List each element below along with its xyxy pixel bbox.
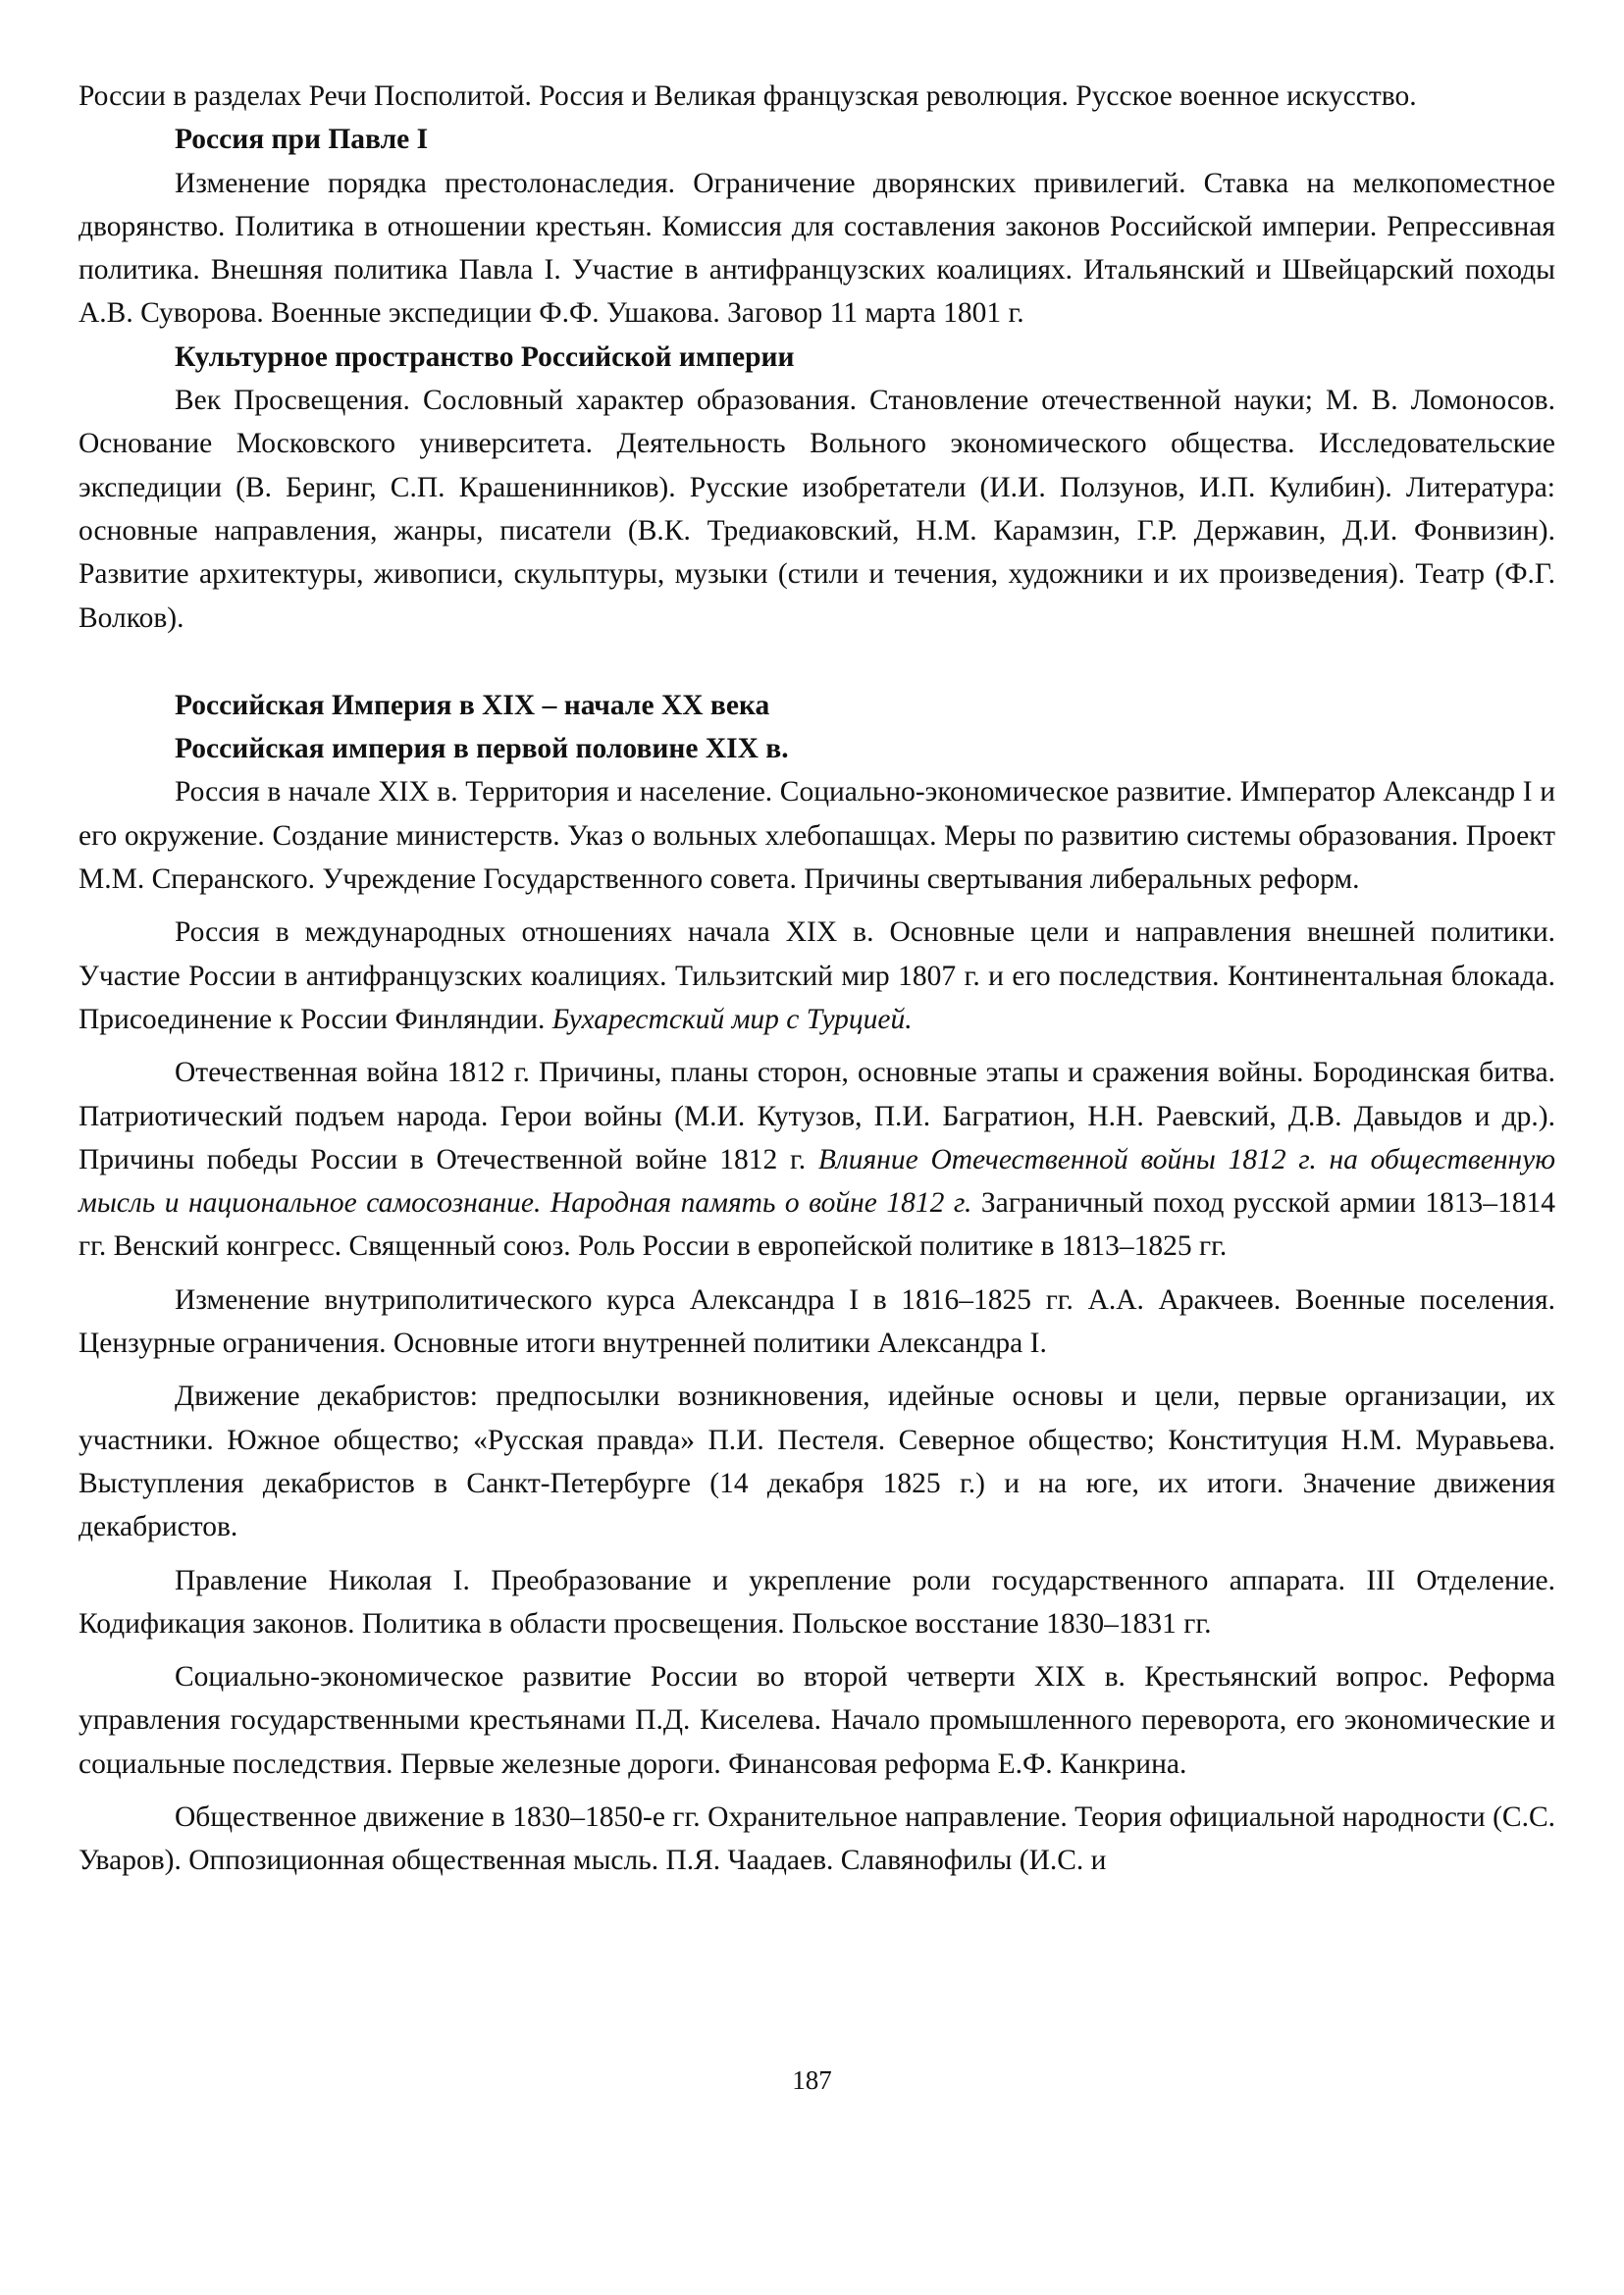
paragraph-socioeconomic: Социально-экономическое развитие России во второй четверти XIX в. Крестьянский вопрос. Реформа управления государственными крестьянами П.Д. Киселева. Начало промышленного переворота, его экономические и социальные последствия. Первые железные дороги. Финансовая реформа Е.Ф. Канкрина. [79,1661,1555,1780]
section-heading-empire: Российская Империя в XIX – начале XX века [175,689,770,721]
section-heading-pavel: Россия при Павле I [175,124,429,156]
paragraph-war-italic: Влияние Отечественной войны 1812 г. на общественную мысль и национальное самосознание. Народная память о войне 1812 г. [79,1143,1555,1220]
paragraph-international-italic: Бухарестский мир с Турцией. [551,1003,913,1035]
paragraph-international [79,911,1555,1041]
paragraph-war-text-b: Заграничный поход русской армии 1813–1814 гг. Венский конгресс. Священный союз. Роль России в европейской политике в 1813–1825 гг. [79,1187,1555,1263]
paragraph-pavel: Изменение порядка престолонаследия. Ограничение дворянских привилегий. Ставка на мелкопоместное дворянство. Политика в отношении крестьян. Комиссия для составления законов Российской империи. Репрессивная политика. Внешняя политика Павла I. Участие в антифранцузских коалициях. Итальянский и Швейцарский походы А.В. Суворова. Военные экспедиции Ф.Ф. Ушакова. Заговор 11 марта 1801 г. [79,167,1555,330]
section-heading-first-half: Российская империя в первой половине XIX в. [175,733,789,765]
paragraph-early-19th: Россия в начале XIX в. Территория и население. Социально-экономическое развитие. Император Александр I и его окружение. Создание министерств. Указ о вольных хлебопашцах. Меры по развитию системы образования. Проект М.М. Сперанского. Учреждение Государственного совета. Причины свертывания либеральных реформ. [79,776,1555,896]
paragraph-continuation: России в разделах Речи Посполитой. Россия и Великая французская революция. Русское военное искусство. [79,80,1417,112]
paragraph-war-text-a: Отечественная война 1812 г. Причины, планы сторон, основные этапы и сражения войны. Бородинская битва. Патриотический подъем народа. Герои войны (М.И. Кутузов, П.И. Багратион, Н.Н. Раевский, Д.В. Давыдов и др.). Причины победы России в Отечественной войне 1812 г. [79,1057,1555,1175]
section-heading-culture: Культурное пространство Российской империи [175,340,795,373]
paragraph-domestic-policy: Изменение внутриполитического курса Александра I в 1816–1825 гг. А.А. Аракчеев. Военные поселения. Цензурные ограничения. Основные итоги внутренней политики Александра I. [79,1283,1555,1360]
paragraph-social-movement: Общественное движение в 1830–1850-е гг. Охранительное направление. Теория официальной народности (С.С. Уваров). Оппозиционная общественная мысль. П.Я. Чаадаев. Славянофилы (И.С. и [79,1800,1555,1877]
section-spacer [79,640,1555,684]
paragraph-nicholas: Правление Николая I. Преобразование и укрепление роли государственного аппарата. III Отделение. Кодификация законов. Политика в области просвещения. Польское восстание 1830–1831 гг. [79,1564,1555,1640]
paragraph-patriotic-war [79,1051,1555,1268]
paragraph-decembrists: Движение декабристов: предпосылки возникновения, идейные основы и цели, первые организации, их участники. Южное общество; «Русская правда» П.И. Пестеля. Северное общество; Конституция Н.М. Муравьева. Выступления декабристов в Санкт-Петербурге (14 декабря 1825 г.) и на юге, их итоги. Значение движения декабристов. [79,1381,1555,1543]
page-number: 187 [792,2065,832,2095]
paragraph-international-text: Россия в международных отношениях начала XIX в. Основные цели и направления внешней политики. Участие России в антифранцузских коалициях. Тильзитский мир 1807 г. и его последствия. Континентальная блокада. Присоединение к России Финляндии. [79,916,1555,1035]
paragraph-culture: Век Просвещения. Сословный характер образования. Становление отечественной науки; М. В. Ломоносов. Основание Московского университета. Деятельность Вольного экономического общества. Исследовательские экспедиции (В. Беринг, С.П. Крашенинников). Русские изобретатели (И.И. Ползунов, И.П. Кулибин). Литература: основные направления, жанры, писатели (В.К. Тредиаковский, Н.М. Карамзин, Г.Р. Державин, Д.И. Фонвизин). Развитие архитектуры, живописи, скульптуры, музыки (стили и течения, художники и их произведения). Театр (Ф.Г. Волков). [79,385,1555,634]
document-body [79,75,1555,1883]
